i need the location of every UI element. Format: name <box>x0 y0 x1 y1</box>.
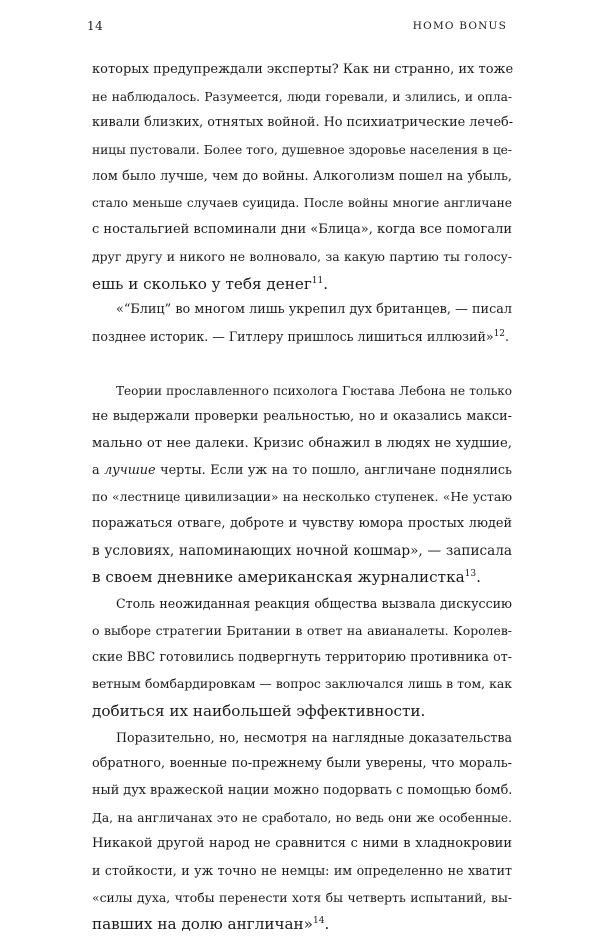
text-line: с ностальгией вспоминали дни «Блица», когда все помогали <box>92 217 512 244</box>
emphasis: лучшие <box>104 463 155 478</box>
line-text: черты. Если уж на то пошло, англичане поднялись <box>156 463 512 478</box>
paragraph-3 <box>92 378 512 592</box>
text-line: и стойкости, и уж точно не немцы: им определенно не хватит <box>92 858 512 885</box>
paragraph-5 <box>92 725 512 938</box>
text-line: о выборе стратегии Британии в ответ на авианалеты. Королев- <box>92 618 512 645</box>
page-number: 14 <box>87 19 103 33</box>
paragraph-4 <box>92 591 512 724</box>
running-head: HOMO BONUS <box>413 20 507 32</box>
text-line <box>92 458 512 485</box>
text-line: по «лестнице цивилизации» на несколько ступенек. «Не устаю <box>92 484 512 511</box>
text-line <box>92 564 512 591</box>
text-line: Никакой другой народ не сравнится с ними в хладнокровии <box>92 831 512 858</box>
line-text: в своем дневнике американская журналистка <box>92 568 465 586</box>
text-line: не выдержали проверки реальностью, но и оказались макси- <box>92 404 512 431</box>
line-text: а <box>92 463 104 478</box>
period: . <box>323 275 328 293</box>
section-break <box>92 351 512 378</box>
text-line: поражаться отваге, доброте и чувству юмора простых людей <box>92 511 512 538</box>
text-line <box>92 271 512 298</box>
text-line: ницы пустовали. Более того, душевное здоровье населения в це- <box>92 137 512 164</box>
line-text: позднее историк. — Гитлеру пришлось лишиться иллюзий» <box>92 329 494 344</box>
text-line: ветным бомбардировкам — вопрос заключался лишь в том, как <box>92 671 512 698</box>
period: . <box>476 568 481 586</box>
paragraph-1 <box>92 57 512 297</box>
period: . <box>505 329 509 344</box>
text-line: друг другу и никого не волновало, за какую партию ты голосу- <box>92 244 512 271</box>
text-line <box>92 324 512 351</box>
text-line <box>92 911 512 938</box>
footnote-ref[interactable]: 14 <box>313 916 324 926</box>
paragraph-2 <box>92 297 512 350</box>
text-line: «силы духа, чтобы перенести хотя бы четверть испытаний, вы- <box>92 885 512 912</box>
period: . <box>324 915 329 933</box>
footnote-ref[interactable]: 12 <box>494 329 505 339</box>
text-line: в условиях, напоминающих ночной кошмар», — записала <box>92 538 512 565</box>
text-line: ный дух вражеской нации можно подорвать с помощью бомб. <box>92 778 512 805</box>
text-line: стало меньше случаев суицида. После войны многие англичане <box>92 190 512 217</box>
text-line: «“Блиц” во многом лишь укрепил дух британцев, — писал <box>92 297 512 324</box>
text-line: лом было лучше, чем до войны. Алкоголизм пошел на убыль, <box>92 164 512 191</box>
text-line: Теории прославленного психолога Гюстава Лебона не только <box>92 378 512 405</box>
text-line: которых предупреждали эксперты? Как ни странно, их тоже <box>92 57 512 84</box>
body-text <box>92 57 512 938</box>
text-line: мально от нее далеки. Кризис обнажил в людях не худшие, <box>92 431 512 458</box>
text-line: ские ВВС готовились подвергнуть территорию противника от- <box>92 644 512 671</box>
text-line: добиться их наибольшей эффективности. <box>92 698 512 725</box>
line-text: павших на долю англичан» <box>92 915 313 933</box>
text-line: кивали близких, отнятых войной. Но психиатрические лечеб- <box>92 110 512 137</box>
footnote-ref[interactable]: 11 <box>312 275 323 285</box>
text-line: Столь неожиданная реакция общества вызвала дискуссию <box>92 591 512 618</box>
text-line: не наблюдалось. Разумеется, люди горевали, и злились, и опла- <box>92 84 512 111</box>
text-line: Да, на англичанах это не сработало, но ведь они же особенные. <box>92 805 512 832</box>
footnote-ref[interactable]: 13 <box>465 569 476 579</box>
text-line: обратного, военные по-прежнему были уверены, что мораль- <box>92 751 512 778</box>
line-text: ешь и сколько у тебя денег <box>92 275 312 293</box>
text-line: Поразительно, но, несмотря на наглядные доказательства <box>92 725 512 752</box>
